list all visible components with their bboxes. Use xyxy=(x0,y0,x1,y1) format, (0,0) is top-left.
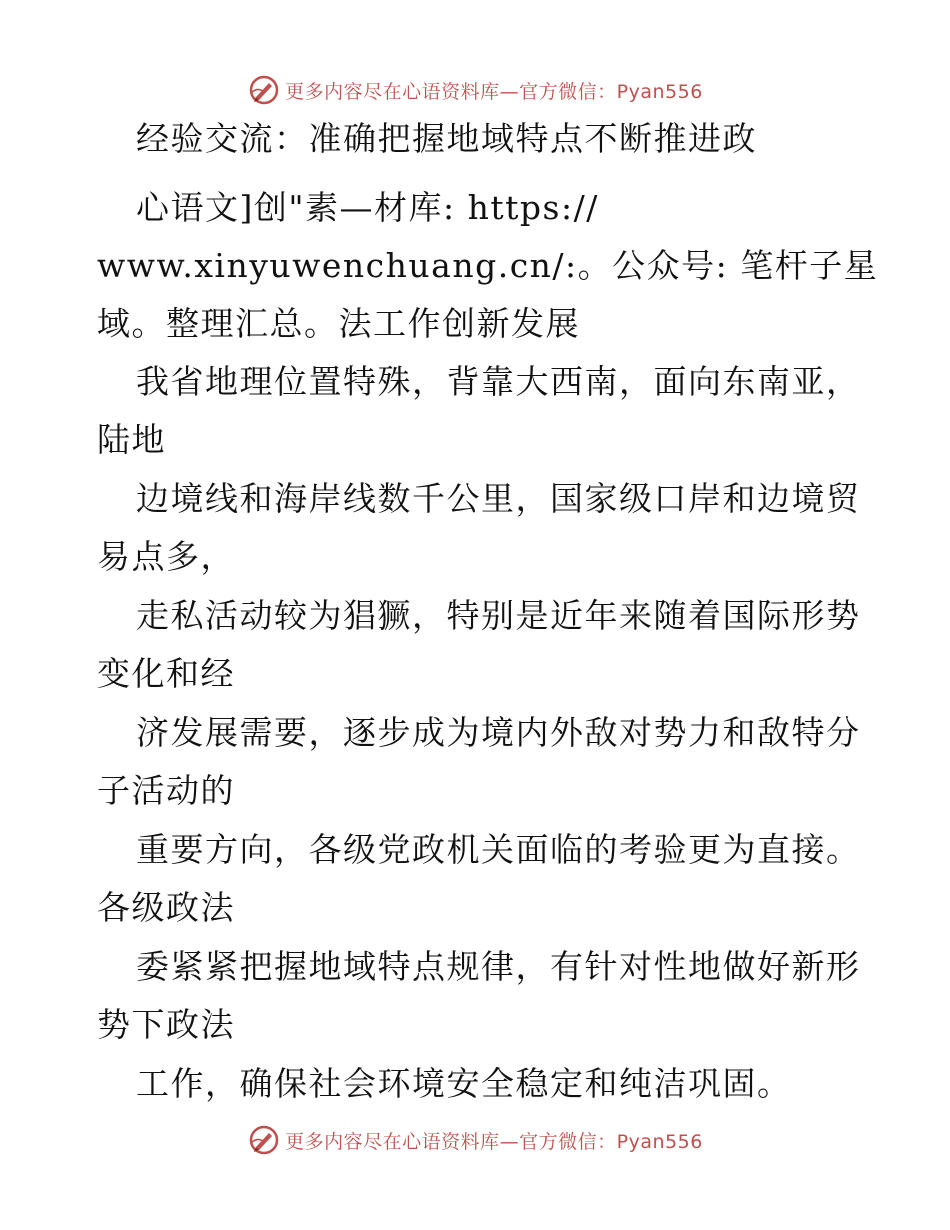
paragraph-line: 济发展需要，逐步成为境内外敌对势力和敌特分 xyxy=(136,713,861,752)
paragraph-line: 重要方向，各级党政机关面临的考验更为直接。 xyxy=(136,830,861,869)
footer-banner-text: 更多内容尽在心语资料库—官方微信：Pyan556 xyxy=(285,1130,703,1153)
paragraph-line: 工作，确保社会环境安全稳定和纯洁巩固。 xyxy=(136,1064,792,1103)
paragraph-line: 各级政法 xyxy=(97,888,235,927)
document-title-line-1: 经验交流：准确把握地域特点不断推进政 xyxy=(136,119,757,158)
document-source-line-2: www.xinyuwenchuang.cn/:。公众号: 笔杆子星 xyxy=(97,246,879,285)
paragraph-line: 边境线和海岸线数千公里，国家级口岸和边境贸 xyxy=(136,479,861,518)
paragraph-line: 我省地理位置特殊，背靠大西南，面向东南亚， xyxy=(136,362,861,401)
footer-banner xyxy=(0,1120,950,1160)
paragraph-line: 势下政法 xyxy=(97,1005,235,1044)
header-banner xyxy=(0,70,950,110)
pen-logo-icon xyxy=(247,73,281,107)
document-source-line-1: 心语文]创"素—材库: https:// xyxy=(136,188,599,227)
document-title-line-2: 域。整理汇总。法工作创新发展 xyxy=(97,304,580,343)
paragraph-line: 委紧紧把握地域特点规律，有针对性地做好新形 xyxy=(136,947,861,986)
paragraph-line: 走私活动较为猖獗，特别是近年来随着国际形势 xyxy=(136,596,861,635)
paragraph-line: 子活动的 xyxy=(97,771,235,810)
paragraph-line: 变化和经 xyxy=(97,654,235,693)
paragraph-line: 陆地 xyxy=(97,420,166,459)
header-banner-text: 更多内容尽在心语资料库—官方微信：Pyan556 xyxy=(285,80,703,103)
pen-logo-icon xyxy=(247,1123,281,1157)
paragraph-line: 易点多， xyxy=(97,537,235,576)
